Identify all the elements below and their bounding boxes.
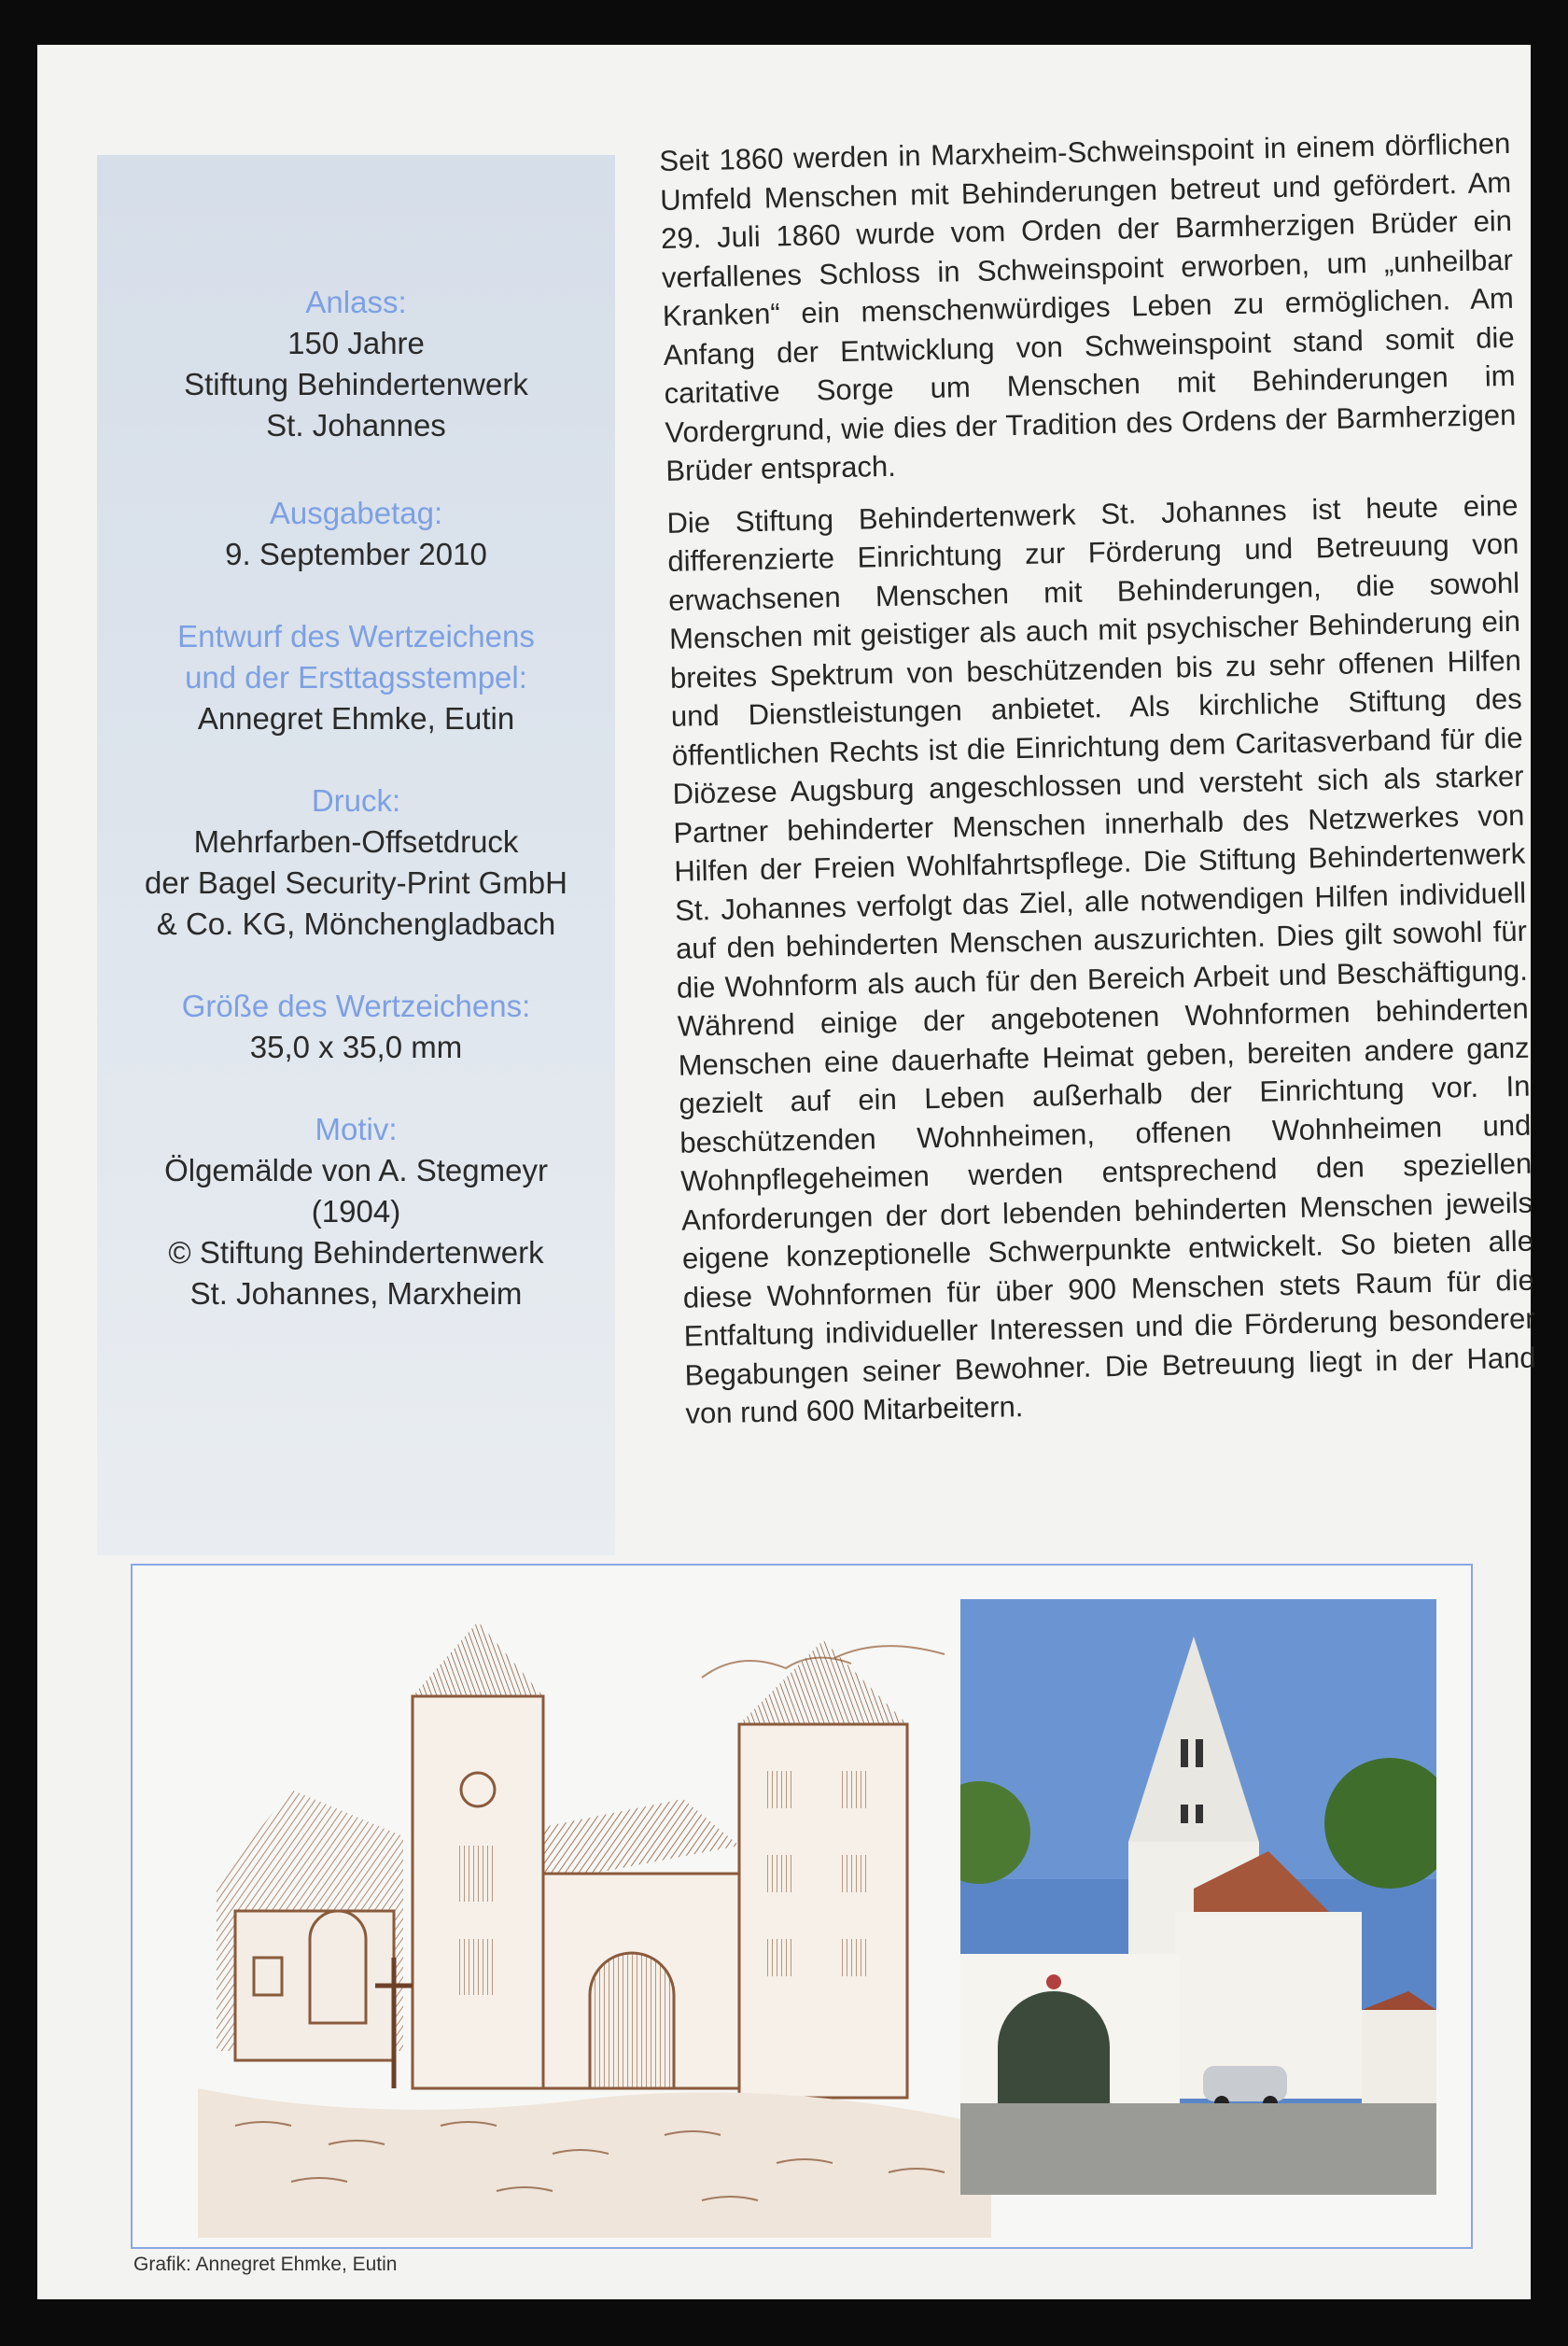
motiv-line: Ölgemälde von A. Stegmeyr [164, 1153, 548, 1187]
druck-line: Mehrfarben-Offsetdruck [193, 824, 519, 859]
anlass-line: Stiftung Behindertenwerk [184, 367, 528, 401]
druck-label: Druck: [311, 783, 401, 818]
graphic-credit: Grafik: Annegret Ehmke, Eutin [133, 2254, 398, 2275]
entwurf-value: Annegret Ehmke, Eutin [197, 701, 515, 736]
groesse-value: 35,0 x 35,0 mm [249, 1030, 463, 1064]
entwurf-label: Entwurf des Wertzeichens [177, 619, 535, 653]
motiv-line: © Stiftung Behindertenwerk [168, 1235, 544, 1270]
anlass-group [97, 282, 615, 446]
ausgabetag-group [97, 493, 615, 575]
church-gate-photo [960, 1599, 1436, 2195]
anlass-line: 150 Jahre [287, 326, 425, 360]
article-paragraph: Seit 1860 werden in Marxheim-Schweinspoint in einem dörflichen Umfeld Menschen mit Behinderungen betreut und gefördert. Am 29. Juli 1860 wurde vom Orden der Barmherzigen Brüder ein verfallenes Schloss in Schweinspoint erworben, um „unheilbar Kranken“ ein menschenwürdiges Leben zu ermöglichen. Am Anfang der Entwicklung von Schweinspoint stand somit die caritative Sorge um Menschen mit Behinderungen im Vordergrund, wie dies der Tradition des Ordens der Barmherzigen Brüder entsprach. [659, 126, 1517, 487]
druck-line: der Bagel Security-Print GmbH [145, 865, 567, 900]
stamp-info-sheet [37, 45, 1536, 2299]
entwurf-group [97, 616, 615, 739]
castle-sketch-image [179, 1603, 996, 2238]
ausgabetag-label: Ausgabetag: [269, 496, 443, 530]
groesse-label: Größe des Wertzeichens: [181, 989, 531, 1023]
druck-line: & Co. KG, Mönchengladbach [156, 906, 556, 941]
motiv-group [97, 1109, 615, 1314]
issue-details-sidebar [97, 155, 615, 1555]
ausgabetag-value: 9. September 2010 [225, 537, 487, 571]
anlass-label: Anlass: [305, 285, 407, 319]
motiv-line: (1904) [311, 1194, 401, 1229]
article-body [659, 124, 1537, 1446]
illustration-frame [131, 1564, 1473, 2249]
anlass-line: St. Johannes [266, 408, 446, 443]
entwurf-label: und der Ersttagsstempel: [185, 660, 527, 695]
motiv-line: St. Johannes, Marxheim [189, 1276, 523, 1311]
groesse-group [97, 986, 615, 1068]
motiv-label: Motiv: [315, 1112, 398, 1146]
article-paragraph: Die Stiftung Behindertenwerk St. Johannes ist heute eine differenzierte Einrichtung zur Förderung und Betreuung von erwachsenen Menschen mit Behinderungen, die sowohl Menschen mit geistiger als auch mit psychischer Behinderung ein breites Spektrum von beschützenden bis zu sehr offenen Hilfen und Dienstleistungen anbietet. Als kirchliche Stiftung des öffentlichen Rechts ist die Einrichtung dem Caritasverband für die Diözese Augsburg angeschlossen und versteht sich als starker Partner behinderter Menschen innerhalb des Netzwerkes von Hilfen der Freien Wohlfahrtspflege. Die Stiftung Behindertenwerk St. Johannes verfolgt das Ziel, alle notwendigen Hilfen individuell auf den behinderten Menschen auszurichten. Dies gilt sowohl für die Wohnform als auch für den Bereich Arbeit und Beschäftigung. Während einige der angebotenen Wohnformen behinderten Menschen eine dauerhafte Heimat geben, bereiten andere ganz gezielt auf ein Leben außerhalb der Einrichtung vor. In beschützenden Wohnheimen, offenen Wohnheimen und Wohnpflegeheimen werden entsprechend den speziellen Anforderungen der dort lebenden behinderten Menschen jeweils eigene konzeptionelle Schwerpunkte entwickelt. So bieten alle diese Wohnformen für über 900 Menschen stets Raum für die Entfaltung individueller Interessen und die Förderung besonderer Begabungen seiner Bewohner. Die Betreuung liegt in der Hand von rund 600 Mitarbeitern. [666, 488, 1536, 1430]
druck-group [97, 780, 615, 945]
